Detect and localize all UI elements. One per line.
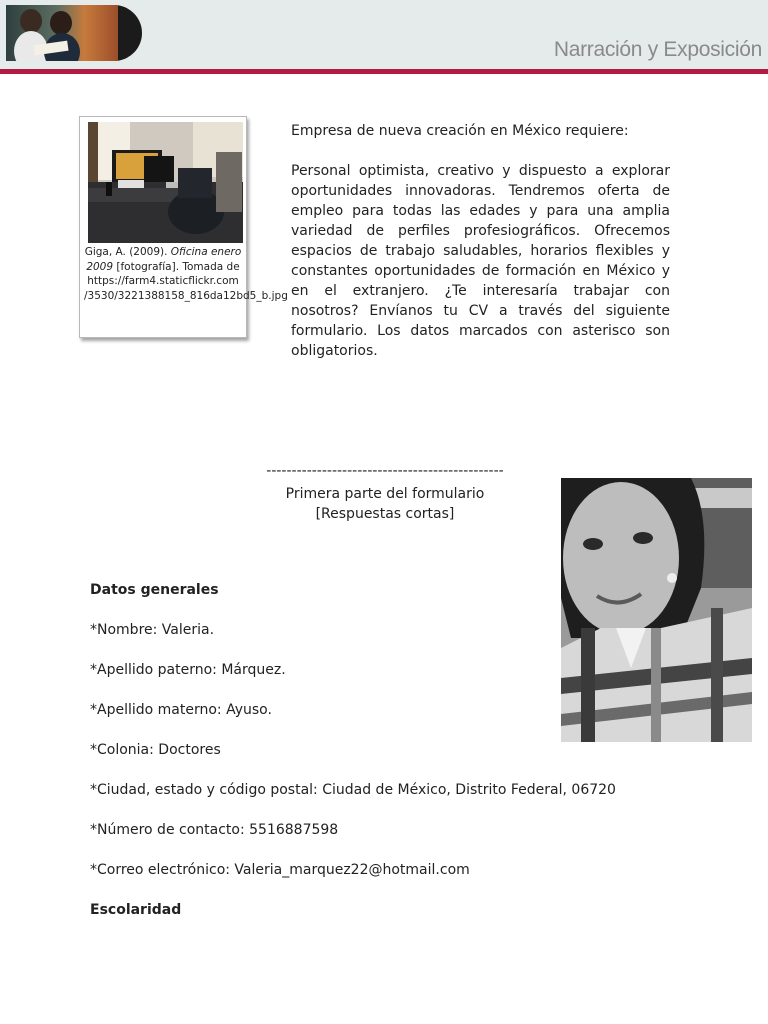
applicant-portrait-photo xyxy=(561,478,752,742)
header-bar xyxy=(0,0,768,69)
caption-title: Oficina enero 2009 xyxy=(86,246,242,273)
figure-caption xyxy=(84,245,288,303)
caption-authors: Giga, A. (2009). xyxy=(84,246,171,258)
section-divider: ----------------------------------------------- xyxy=(266,463,504,479)
form-part-title: Primera parte del formulario xyxy=(285,486,485,502)
field-correo: *Correo electrónico: Valeria_marquez22@hotmail.com xyxy=(90,862,470,878)
section-heading-general: Datos generales xyxy=(90,582,219,598)
field-ciudad: *Ciudad, estado y código postal: Ciudad de México, Distrito Federal, 06720 xyxy=(90,782,616,798)
form-part-subtitle: [Respuestas cortas] xyxy=(315,506,455,522)
intro-text xyxy=(291,121,670,361)
field-apellido-materno: *Apellido materno: Ayuso. xyxy=(90,702,272,718)
header-title: Narración y Exposición xyxy=(553,38,762,61)
intro-body: Personal optimista, creativo y dispuesto a explorar oportunidades innovadoras. Tendremos oferta de empleo para todas las edades y para una amplia variedad de perfiles profesiográficos. Ofrecemos espacios de trabajo saludables, horarios flexibles y constantes oportunidades de formación en México y en el extranjero. ¿Te interesaría trabajar con nosotros? Envíanos tu CV a través del siguiente formulario. Los datos marcados con asterisco son obligatorios. xyxy=(291,163,670,359)
field-colonia: *Colonia: Doctores xyxy=(90,742,221,758)
office-desk-photo xyxy=(88,122,243,243)
caption-source: [fotografía]. Tomada de https://farm4.staticflickr.com /3530/3221388158_816da12bd5_b.jpg xyxy=(84,260,288,302)
field-apellido-paterno: *Apellido paterno: Márquez. xyxy=(90,662,286,678)
form-part-heading xyxy=(237,484,533,524)
intro-lead: Empresa de nueva creación en México requiere: xyxy=(291,123,629,139)
figure-card xyxy=(79,116,288,338)
field-telefono: *Número de contacto: 5516887598 xyxy=(90,822,339,838)
section-heading-escolaridad: Escolaridad xyxy=(90,902,182,918)
students-logo-icon xyxy=(6,5,142,61)
field-nombre: *Nombre: Valeria. xyxy=(90,622,215,638)
header-accent-rule xyxy=(0,69,768,74)
